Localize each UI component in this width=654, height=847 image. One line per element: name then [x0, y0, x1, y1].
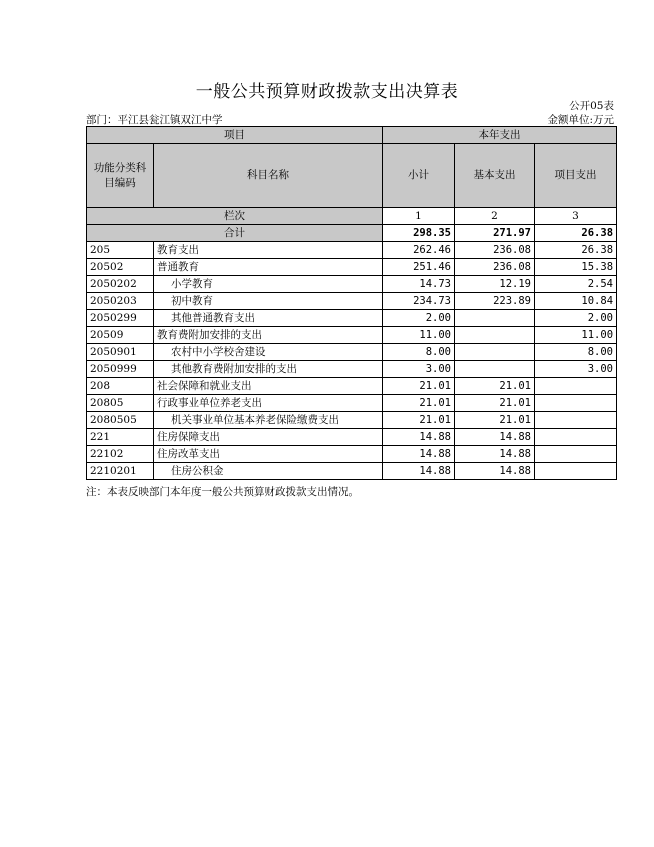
row-name: 住房公积金 [154, 463, 383, 480]
row-code: 2210201 [87, 463, 154, 480]
table-body [87, 242, 617, 480]
table-row [87, 276, 617, 293]
row-subtotal: 14.88 [383, 446, 455, 463]
row-project [535, 395, 617, 412]
row-name: 机关事业单位基本养老保险缴费支出 [154, 412, 383, 429]
total-row [87, 225, 617, 242]
row-code: 208 [87, 378, 154, 395]
row-name: 初中教育 [154, 293, 383, 310]
row-code: 2050203 [87, 293, 154, 310]
header-current-year: 本年支出 [383, 127, 617, 144]
row-name: 农村中小学校舍建设 [154, 344, 383, 361]
row-subtotal: 14.88 [383, 429, 455, 446]
table-row [87, 293, 617, 310]
row-project [535, 463, 617, 480]
form-number: 公开05表 [569, 100, 614, 112]
row-basic [455, 327, 535, 344]
column-number-1: 1 [383, 208, 455, 225]
row-project: 3.00 [535, 361, 617, 378]
row-basic: 14.88 [455, 463, 535, 480]
column-number-3: 3 [535, 208, 617, 225]
row-project: 8.00 [535, 344, 617, 361]
row-name: 教育支出 [154, 242, 383, 259]
header-basic: 基本支出 [455, 144, 535, 208]
row-basic: 12.19 [455, 276, 535, 293]
row-name: 其他教育费附加安排的支出 [154, 361, 383, 378]
header-row-1 [87, 127, 617, 144]
table-row [87, 344, 617, 361]
row-name: 住房改革支出 [154, 446, 383, 463]
total-label: 合计 [87, 225, 383, 242]
row-subtotal: 251.46 [383, 259, 455, 276]
row-subtotal: 11.00 [383, 327, 455, 344]
row-basic: 21.01 [455, 395, 535, 412]
row-name: 其他普通教育支出 [154, 310, 383, 327]
row-basic: 21.01 [455, 378, 535, 395]
footnote: 注：本表反映部门本年度一般公共预算财政拨款支出情况。 [86, 486, 359, 498]
row-code: 2050999 [87, 361, 154, 378]
row-basic: 14.88 [455, 429, 535, 446]
row-subtotal: 21.01 [383, 395, 455, 412]
row-project [535, 412, 617, 429]
row-name: 普通教育 [154, 259, 383, 276]
row-project: 2.54 [535, 276, 617, 293]
row-project: 15.38 [535, 259, 617, 276]
total-project: 26.38 [535, 225, 617, 242]
row-project: 11.00 [535, 327, 617, 344]
row-code: 22102 [87, 446, 154, 463]
table-row [87, 378, 617, 395]
table-row [87, 412, 617, 429]
table-row [87, 463, 617, 480]
row-project [535, 378, 617, 395]
header-project: 项目 [87, 127, 383, 144]
table-row [87, 446, 617, 463]
department-label: 部门：平江县瓮江镇双江中学 [86, 114, 223, 126]
row-code: 20805 [87, 395, 154, 412]
row-name: 社会保障和就业支出 [154, 378, 383, 395]
row-subtotal: 21.01 [383, 378, 455, 395]
column-number-2: 2 [455, 208, 535, 225]
row-basic [455, 361, 535, 378]
table-row [87, 259, 617, 276]
column-number-row [87, 208, 617, 225]
row-subtotal: 14.73 [383, 276, 455, 293]
total-basic: 271.97 [455, 225, 535, 242]
row-subtotal: 3.00 [383, 361, 455, 378]
row-name: 小学教育 [154, 276, 383, 293]
row-name: 行政事业单位养老支出 [154, 395, 383, 412]
amount-unit-label: 金额单位:万元 [547, 114, 614, 126]
row-project: 26.38 [535, 242, 617, 259]
row-code: 20509 [87, 327, 154, 344]
row-subtotal: 2.00 [383, 310, 455, 327]
row-basic: 21.01 [455, 412, 535, 429]
table-row [87, 361, 617, 378]
row-subtotal: 234.73 [383, 293, 455, 310]
table-row [87, 429, 617, 446]
row-code: 2050901 [87, 344, 154, 361]
page-title: 一般公共预算财政拨款支出决算表 [195, 82, 459, 102]
header-project-expense: 项目支出 [535, 144, 617, 208]
row-basic: 236.08 [455, 242, 535, 259]
row-basic [455, 310, 535, 327]
row-subtotal: 262.46 [383, 242, 455, 259]
total-subtotal: 298.35 [383, 225, 455, 242]
row-code: 205 [87, 242, 154, 259]
row-project [535, 429, 617, 446]
table-row [87, 395, 617, 412]
table-row [87, 242, 617, 259]
header-row-2 [87, 144, 617, 208]
row-code: 2050299 [87, 310, 154, 327]
table-row [87, 327, 617, 344]
header-name: 科目名称 [154, 144, 383, 208]
row-basic: 236.08 [455, 259, 535, 276]
row-basic: 223.89 [455, 293, 535, 310]
header-subtotal: 小计 [383, 144, 455, 208]
row-subtotal: 8.00 [383, 344, 455, 361]
row-name: 住房保障支出 [154, 429, 383, 446]
table-row [87, 310, 617, 327]
expenditure-table [86, 126, 617, 480]
row-code: 20502 [87, 259, 154, 276]
row-subtotal: 14.88 [383, 463, 455, 480]
row-project: 2.00 [535, 310, 617, 327]
row-code: 2080505 [87, 412, 154, 429]
row-code: 221 [87, 429, 154, 446]
row-basic [455, 344, 535, 361]
header-code: 功能分类科目编码 [87, 144, 154, 208]
row-basic: 14.88 [455, 446, 535, 463]
row-project: 10.84 [535, 293, 617, 310]
row-code: 2050202 [87, 276, 154, 293]
column-label: 栏次 [87, 208, 383, 225]
row-subtotal: 21.01 [383, 412, 455, 429]
row-project [535, 446, 617, 463]
row-name: 教育费附加安排的支出 [154, 327, 383, 344]
